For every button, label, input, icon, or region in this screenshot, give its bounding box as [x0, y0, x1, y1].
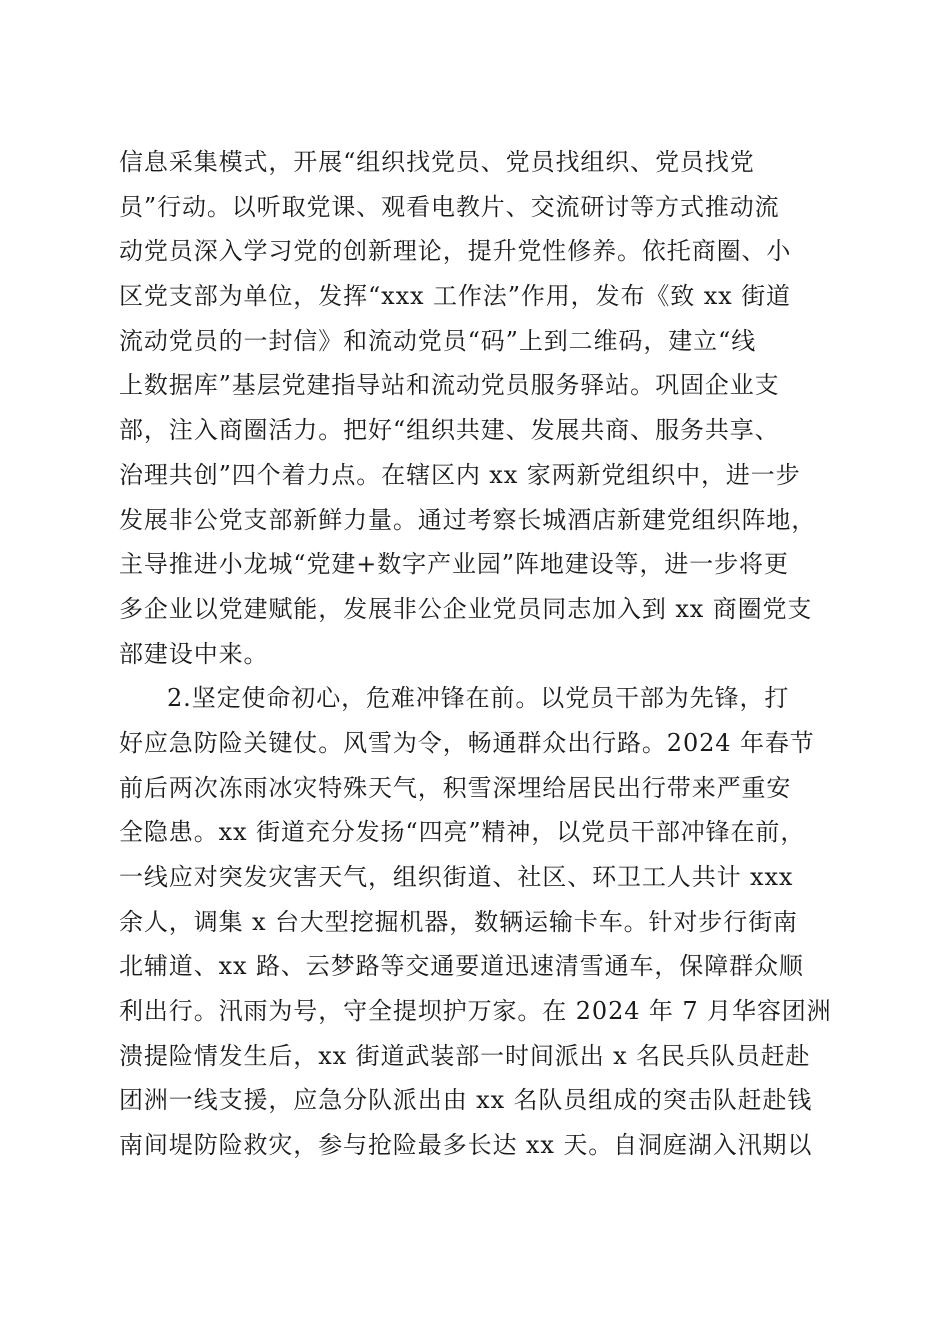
text-line: 北辅道、xx 路、云梦路等交通要道迅速清雪通车，保障群众顺 — [119, 952, 804, 981]
text-line: 南间堤防险救灾，参与抢险最多长达 xx 天。自洞庭湖入汛期以 — [119, 1131, 813, 1160]
text-line: 动党员深入学习党的创新理论，提升党性修养。依托商圈、小 — [119, 237, 792, 266]
text-line: 员”行动。以听取党课、观看电教片、交流研讨等方式推动流 — [119, 192, 780, 221]
text-line: 好应急防险关键仗。风雪为令，畅通群众出行路。2024 年春节 — [119, 728, 815, 757]
text-line: 部，注入商圈活力。把好“组织共建、发展共商、服务共享、 — [119, 416, 780, 445]
body-text — [119, 140, 831, 1168]
text-line: 区党支部为单位，发挥“xxx 工作法”作用，发布《致 xx 街道 — [119, 282, 791, 311]
text-line: 信息采集模式，开展“组织找党员、党员找组织、党员找党 — [119, 148, 755, 176]
text-line: 流动党员的一封信》和流动党员“码”上到二维码，建立“线 — [119, 326, 757, 355]
paragraph-start-line: 2.坚定使命初心，危难冲锋在前。以党员干部为先锋，打 — [167, 684, 790, 713]
text-line: 发展非公党支部新鲜力量。通过考察长城酒店新建党组织阵地， — [119, 505, 817, 534]
text-line: 上数据库”基层党建指导站和流动党员服务驿站。巩固企业支 — [119, 371, 780, 400]
text-line: 一线应对突发灾害天气，组织街道、社区、环卫工人共计 xxx — [119, 863, 794, 891]
text-line: 部建设中来。 — [119, 639, 269, 668]
text-line: 治理共创”四个着力点。在辖区内 xx 家两新党组织中，进一步 — [119, 460, 801, 489]
text-line: 余人，调集 x 台大型挖掘机器，数辆运输卡车。针对步行街南 — [119, 907, 798, 936]
text-line: 全隐患。xx 街道充分发扬“四亮”精神，以党员干部冲锋在前， — [119, 818, 806, 847]
text-line: 主导推进小龙城“党建+数字产业园”阵地建设等，进一步将更 — [119, 550, 789, 579]
text-line: 团洲一线支援，应急分队派出由 xx 名队员组成的突击队赶赴钱 — [119, 1086, 813, 1115]
text-line: 溃提险情发生后，xx 街道武装部一时间派出 x 名民兵队员赶赴 — [119, 1041, 811, 1070]
text-line: 利出行。汛雨为号，守全提坝护万家。在 2024 年 7 月华容团洲 — [119, 997, 832, 1026]
text-line: 多企业以党建赋能，发展非公企业党员同志加入到 xx 商圈党支 — [119, 594, 813, 623]
text-line: 前后两次冻雨冰灾特殊天气，积雪深埋给居民出行带来严重安 — [119, 773, 792, 802]
